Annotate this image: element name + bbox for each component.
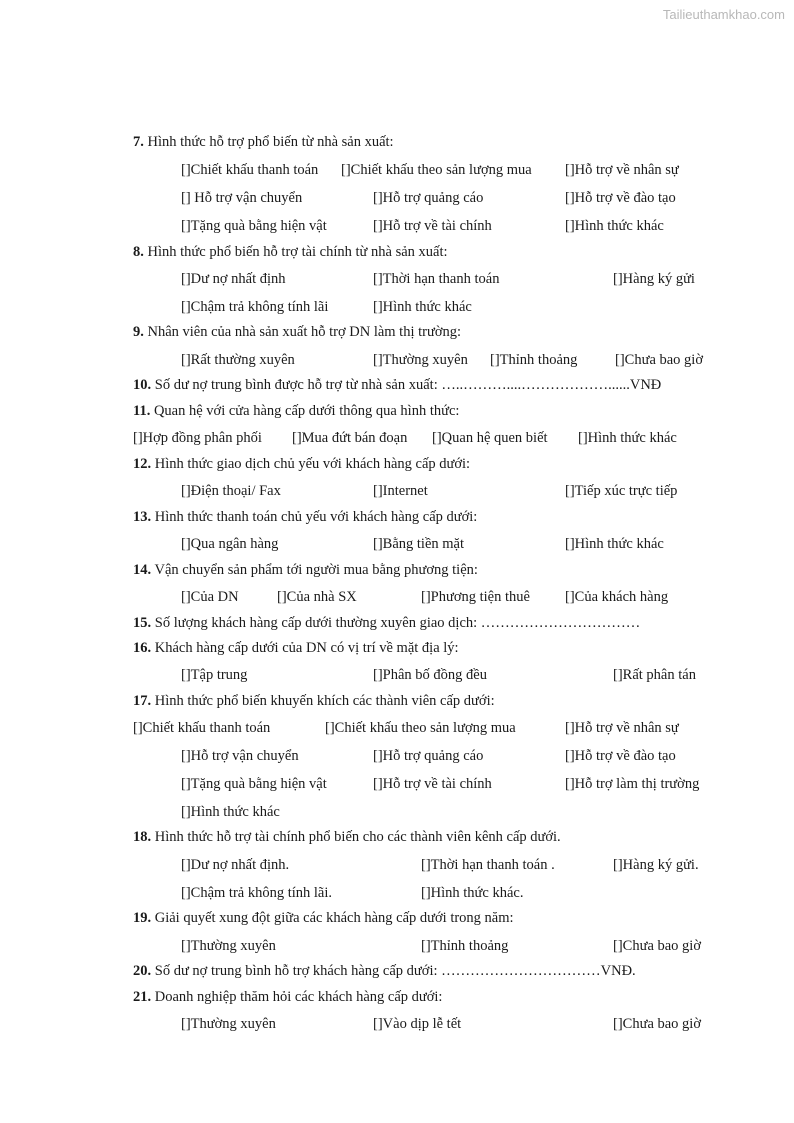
question-text: Số dư nợ trung bình hỗ trợ khách hàng cấp dưới: ……………………………VNĐ. — [154, 963, 636, 979]
checkbox-option[interactable]: []Của nhà SX — [277, 589, 357, 605]
checkbox-option[interactable]: []Hỗ trợ về tài chính — [373, 218, 492, 234]
question-row — [133, 321, 461, 343]
question-number: 7. — [133, 134, 144, 150]
options-row — [0, 427, 794, 449]
question-number: 14. — [133, 562, 152, 578]
options-row — [0, 349, 794, 371]
checkbox-option[interactable]: []Hỗ trợ về nhân sự — [565, 162, 679, 178]
checkbox-option[interactable]: []Chiết khấu thanh toán — [181, 162, 319, 178]
question-text: Số lượng khách hàng cấp dưới thường xuyên giao dịch: …………………………… — [154, 615, 641, 631]
checkbox-option[interactable]: []Dư nợ nhất định — [181, 271, 286, 287]
checkbox-option[interactable]: []Tặng quà bằng hiện vật — [181, 776, 327, 792]
checkbox-option[interactable]: []Bằng tiền mặt — [373, 536, 465, 552]
checkbox-option[interactable]: []Chưa bao giờ — [615, 352, 704, 368]
options-row — [0, 882, 794, 904]
options-row — [0, 187, 794, 209]
question-text: Hình thức hỗ trợ phổ biến từ nhà sản xuất: — [147, 134, 394, 150]
checkbox-option[interactable]: []Phân bố đồng đều — [373, 667, 487, 683]
question-row — [133, 453, 470, 475]
checkbox-option[interactable]: []Hỗ trợ quảng cáo — [373, 748, 484, 764]
checkbox-option[interactable]: []Tập trung — [181, 667, 248, 683]
question-row — [133, 241, 448, 263]
checkbox-option[interactable]: []Điện thoại/ Fax — [181, 483, 281, 499]
question-text: Nhân viên của nhà sản xuất hỗ trợ DN làm thị trường: — [147, 324, 462, 340]
question-text: Hình thức phổ biến khuyến khích các thành viên cấp dưới: — [154, 693, 495, 709]
options-row — [0, 296, 794, 318]
checkbox-option[interactable]: []Thỉnh thoảng — [421, 938, 509, 954]
options-row — [0, 586, 794, 608]
options-row — [0, 664, 794, 686]
options-row — [0, 159, 794, 181]
question-number: 20. — [133, 963, 152, 979]
checkbox-option[interactable]: []Hình thức khác — [373, 299, 472, 315]
checkbox-option[interactable]: []Phương tiện thuê — [421, 589, 530, 605]
question-number: 21. — [133, 989, 152, 1005]
question-row — [133, 907, 514, 929]
options-row — [0, 480, 794, 502]
checkbox-option[interactable]: []Chiết khấu thanh toán — [133, 720, 271, 736]
checkbox-option[interactable]: []Chậm trả không tính lãi. — [181, 885, 333, 901]
checkbox-option[interactable]: []Chiết khấu theo sản lượng mua — [325, 720, 516, 736]
checkbox-option[interactable]: []Hỗ trợ vận chuyển — [181, 748, 299, 764]
question-text: Giải quyết xung đột giữa các khách hàng cấp dưới trong năm: — [154, 910, 514, 926]
checkbox-option[interactable]: []Hình thức khác — [565, 218, 664, 234]
checkbox-option[interactable]: []Mua đứt bán đoạn — [292, 430, 408, 446]
question-number: 13. — [133, 509, 152, 525]
checkbox-option[interactable]: []Hỗ trợ về nhân sự — [565, 720, 679, 736]
checkbox-option[interactable]: []Hỗ trợ quảng cáo — [373, 190, 484, 206]
checkbox-option[interactable]: []Thời hạn thanh toán — [373, 271, 500, 287]
question-row — [133, 826, 561, 848]
checkbox-option[interactable]: []Tặng quà bằng hiện vật — [181, 218, 327, 234]
checkbox-option[interactable]: []Chưa bao giờ — [613, 938, 702, 954]
checkbox-option[interactable]: []Hình thức khác — [565, 536, 664, 552]
question-text: Quan hệ với cửa hàng cấp dưới thông qua hình thức: — [153, 403, 460, 419]
options-row — [0, 801, 794, 823]
question-number: 15. — [133, 615, 152, 631]
checkbox-option[interactable]: []Hàng ký gửi — [613, 271, 695, 287]
options-row — [0, 773, 794, 795]
options-row — [0, 1013, 794, 1035]
checkbox-option[interactable]: []Thường xuyên — [373, 352, 468, 368]
question-row — [133, 400, 459, 422]
options-row — [0, 215, 794, 237]
checkbox-option[interactable]: []Thỉnh thoảng — [490, 352, 578, 368]
checkbox-option[interactable]: []Hỗ trợ làm thị trường — [565, 776, 700, 792]
checkbox-option[interactable]: []Thường xuyên — [181, 938, 276, 954]
checkbox-option[interactable]: []Hình thức khác — [578, 430, 677, 446]
checkbox-option[interactable]: []Internet — [373, 483, 428, 499]
checkbox-option[interactable]: []Thường xuyên — [181, 1016, 276, 1032]
options-row — [0, 717, 794, 739]
checkbox-option[interactable]: []Qua ngân hàng — [181, 536, 279, 552]
question-row — [133, 506, 477, 528]
options-row — [0, 935, 794, 957]
question-row — [133, 374, 661, 396]
checkbox-option[interactable]: []Hàng ký gửi. — [613, 857, 699, 873]
checkbox-option[interactable]: []Hỗ trợ về tài chính — [373, 776, 492, 792]
question-number: 16. — [133, 640, 152, 656]
question-row — [133, 131, 394, 153]
checkbox-option[interactable]: []Chiết khấu theo sản lượng mua — [341, 162, 532, 178]
question-text: Hình thức thanh toán chủ yếu với khách hàng cấp dưới: — [154, 509, 478, 525]
question-text: Hình thức giao dịch chủ yếu với khách hàng cấp dưới: — [154, 456, 471, 472]
checkbox-option[interactable]: []Tiếp xúc trực tiếp — [565, 483, 678, 499]
question-number: 10. — [133, 377, 152, 393]
question-text: Số dư nợ trung bình được hỗ trợ từ nhà sản xuất: …..………....………………......VNĐ — [154, 377, 662, 393]
question-row — [133, 637, 459, 659]
checkbox-option[interactable]: []Chậm trả không tính lãi — [181, 299, 329, 315]
question-row — [133, 612, 640, 634]
checkbox-option[interactable]: [] Hỗ trợ vận chuyển — [181, 190, 303, 206]
options-row — [0, 533, 794, 555]
watermark: Tailieuthamkhao.com — [662, 7, 785, 22]
question-text: Khách hàng cấp dưới của DN có vị trí về mặt địa lý: — [154, 640, 459, 656]
checkbox-option[interactable]: []Của khách hàng — [565, 589, 669, 605]
question-number: 12. — [133, 456, 152, 472]
checkbox-option[interactable]: []Thời hạn thanh toán . — [421, 857, 555, 873]
checkbox-option[interactable]: []Vào dịp lễ tết — [373, 1016, 462, 1032]
question-number: 11. — [133, 403, 151, 419]
checkbox-option[interactable]: []Hình thức khác — [181, 804, 280, 820]
checkbox-option[interactable]: []Hỗ trợ về đào tạo — [565, 748, 676, 764]
options-row — [0, 745, 794, 767]
question-number: 9. — [133, 324, 144, 340]
checkbox-option[interactable]: []Hỗ trợ về đào tạo — [565, 190, 676, 206]
question-number: 8. — [133, 244, 144, 260]
question-row — [133, 960, 636, 982]
question-row — [133, 986, 442, 1008]
question-text: Doanh nghiệp thăm hỏi các khách hàng cấp dưới: — [154, 989, 443, 1005]
checkbox-option[interactable]: []Dư nợ nhất định. — [181, 857, 290, 873]
options-row — [0, 268, 794, 290]
checkbox-option[interactable]: []Của DN — [181, 589, 239, 605]
question-number: 17. — [133, 693, 152, 709]
question-text: Hình thức phổ biến hỗ trợ tài chính từ nhà sản xuất: — [147, 244, 448, 260]
question-text: Hình thức hỗ trợ tài chính phổ biến cho các thành viên kênh cấp dưới. — [154, 829, 561, 845]
checkbox-option[interactable]: []Rất phân tán — [613, 667, 696, 683]
question-row — [133, 690, 495, 712]
checkbox-option[interactable]: []Chưa bao giờ — [613, 1016, 702, 1032]
checkbox-option[interactable]: []Hợp đồng phân phối — [133, 430, 262, 446]
question-text: Vận chuyển sản phẩm tới người mua bằng phương tiện: — [154, 562, 478, 578]
checkbox-option[interactable]: []Rất thường xuyên — [181, 352, 295, 368]
checkbox-option[interactable]: []Quan hệ quen biết — [432, 430, 548, 446]
question-number: 18. — [133, 829, 152, 845]
question-number: 19. — [133, 910, 152, 926]
checkbox-option[interactable]: []Hình thức khác. — [421, 885, 524, 901]
question-row — [133, 559, 478, 581]
options-row — [0, 854, 794, 876]
